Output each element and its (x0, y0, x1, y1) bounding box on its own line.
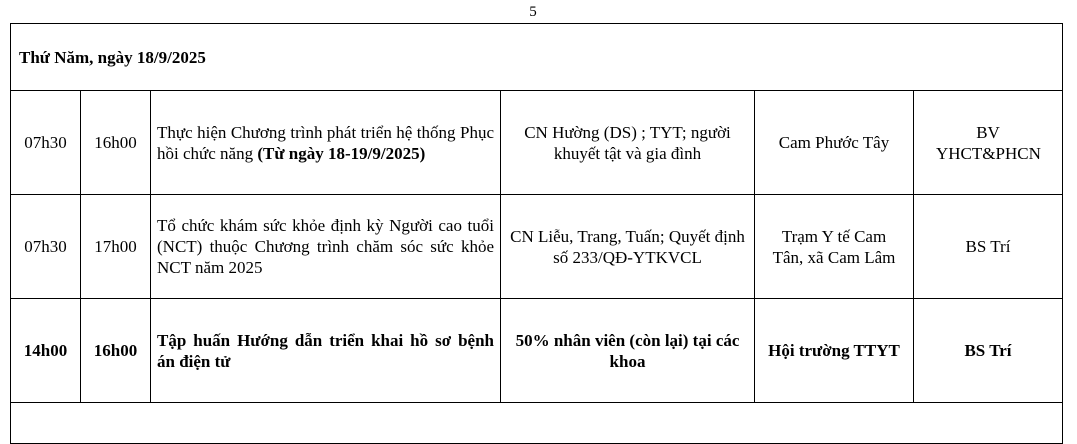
table-row (11, 195, 1063, 299)
responsible: BV YHCT&PHCN (914, 91, 1063, 195)
activity-content (151, 91, 501, 195)
day-header-row (11, 24, 1063, 91)
location: Trạm Y tế Cam Tân, xã Cam Lâm (755, 195, 914, 299)
activity-content: Tập huấn Hướng dẫn triển khai hồ sơ bệnh án điện tử (151, 299, 501, 403)
responsible: BS Trí (914, 299, 1063, 403)
day-header: Thứ Năm, ngày 18/9/2025 (11, 24, 1063, 91)
start-time: 07h30 (11, 91, 81, 195)
start-time: 14h00 (11, 299, 81, 403)
end-time: 17h00 (81, 195, 151, 299)
table-row (11, 91, 1063, 195)
start-time: 07h30 (11, 195, 81, 299)
page-number: 5 (529, 4, 537, 20)
activity-content: Tổ chức khám sức khỏe định kỳ Người cao tuổi (NCT) thuộc Chương trình chăm sóc sức khỏe NCT năm 2025 (151, 195, 501, 299)
responsible: BS Trí (914, 195, 1063, 299)
schedule-table (10, 23, 1063, 444)
participants: CN Hường (DS) ; TYT; người khuyết tật và gia đình (501, 91, 755, 195)
location: Hội trường TTYT (755, 299, 914, 403)
activity-date-range: (Từ ngày 18-19/9/2025) (257, 143, 426, 163)
end-time: 16h00 (81, 299, 151, 403)
table-row (11, 299, 1063, 403)
table-row-empty (11, 403, 1063, 444)
activity-text: Thực hiện Chương trình phát triển hệ thống Phục hồi chức năng (157, 122, 494, 163)
end-time: 16h00 (81, 91, 151, 195)
participants: 50% nhân viên (còn lại) tại các khoa (501, 299, 755, 403)
location: Cam Phước Tây (755, 91, 914, 195)
empty-cell (11, 403, 1063, 444)
participants: CN Liễu, Trang, Tuấn; Quyết định số 233/QĐ-YTKVCL (501, 195, 755, 299)
